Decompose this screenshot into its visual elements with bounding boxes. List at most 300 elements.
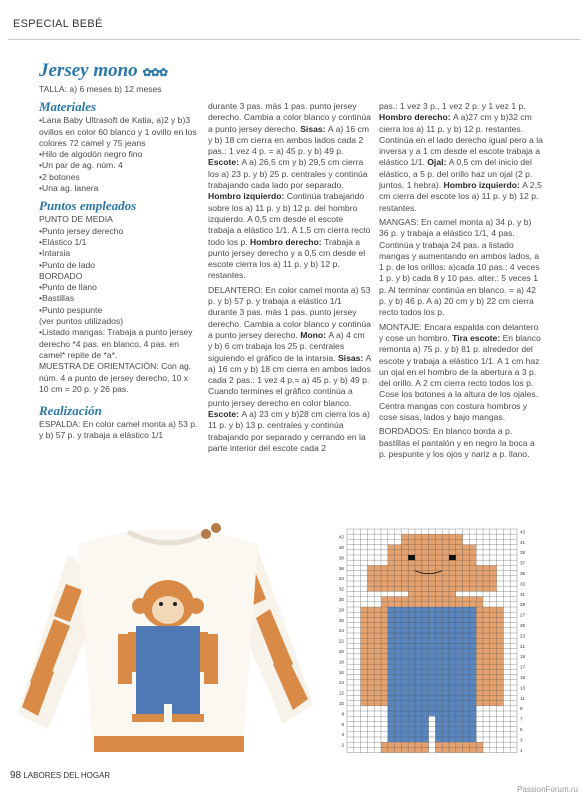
chart-cell [401, 576, 408, 581]
chart-cell [442, 617, 449, 622]
chart-cell [435, 550, 442, 555]
chart-cell [449, 623, 456, 628]
chart-cell [408, 565, 415, 570]
chart-row-label: 30 [338, 597, 344, 603]
chart-cell [476, 607, 483, 612]
chart-cell [395, 628, 402, 633]
chart-cell [401, 654, 408, 659]
chart-cell [497, 675, 504, 680]
chart-row-label: 14 [338, 680, 344, 686]
chart-cell [456, 680, 463, 685]
chart-cell [374, 612, 381, 617]
chart-row-label: 26 [338, 617, 344, 623]
run-text: A 0,5 cm del inicio del elástico, a 5 p. del orillo haz un ojal (2 p. juntos, 1 hebra). [379, 157, 533, 191]
chart-cell [476, 633, 483, 638]
chart-cell [469, 690, 476, 695]
chart-cell [429, 612, 436, 617]
chart-row-label: 8 [341, 711, 344, 717]
chart-cell [469, 659, 476, 664]
chart-cell [422, 727, 429, 732]
chart-cell [388, 623, 395, 628]
chart-cell [388, 602, 395, 607]
chart-cell [408, 732, 415, 737]
chart-cell [476, 669, 483, 674]
chart-cell [429, 664, 436, 669]
chart-cell [395, 623, 402, 628]
chart-cell [435, 597, 442, 602]
chart-cell [429, 623, 436, 628]
chart-cell [483, 612, 490, 617]
chart-cell [361, 628, 368, 633]
chart-cell [361, 633, 368, 638]
chart-cell [469, 581, 476, 586]
chart-cell [388, 659, 395, 664]
chart-cell [456, 638, 463, 643]
chart-cell [442, 623, 449, 628]
chart-cell [429, 576, 436, 581]
chart-cell [422, 716, 429, 721]
chart-cell [463, 586, 470, 591]
chart-cell [408, 695, 415, 700]
chart-cell [449, 695, 456, 700]
chart-cell [469, 649, 476, 654]
chart-eye [408, 555, 415, 560]
chart-cell [435, 638, 442, 643]
chart-cell [395, 721, 402, 726]
chart-cell [463, 571, 470, 576]
chart-cell [449, 607, 456, 612]
chart-cell [476, 690, 483, 695]
chart-row-label: 32 [338, 586, 344, 592]
chart-cell [497, 612, 504, 617]
chart-cell [469, 732, 476, 737]
chart-cell [367, 701, 374, 706]
chart-cell [401, 602, 408, 607]
chart-cell [422, 747, 429, 752]
chart-cell [395, 617, 402, 622]
chart-cell [408, 680, 415, 685]
chart-cell [463, 659, 470, 664]
sleeve-stripes: • Listado mangas: Trabaja a punto jersey derecho *4 pas. en blanco, 4 pas. en camel* repite de *a*. [39, 327, 199, 361]
run-bold: Hombro derecho: [250, 236, 325, 247]
chart-cell [456, 545, 463, 550]
chart-cell [415, 534, 422, 539]
chart-cell [422, 534, 429, 539]
chart-cell [469, 664, 476, 669]
chart-cell [415, 576, 422, 581]
chart-cell [374, 581, 381, 586]
chart-cell [429, 690, 436, 695]
emb-label: BORDADO [39, 270, 83, 281]
chart-cell [442, 643, 449, 648]
chart-cell [490, 685, 497, 690]
chart-cell [429, 555, 436, 560]
chart-cell [449, 659, 456, 664]
chart-cell [442, 638, 449, 643]
chart-cell [469, 633, 476, 638]
chart-cell [401, 555, 408, 560]
chart-cell [490, 581, 497, 586]
chart-cell [476, 643, 483, 648]
chart-cell [388, 633, 395, 638]
chart-cell [381, 669, 388, 674]
list-item: • Un par de ag. núm. 4 [39, 160, 199, 171]
chart-cell [388, 654, 395, 659]
chart-row-label: 24 [338, 628, 344, 634]
chart-cell [429, 560, 436, 565]
chart-cell [422, 654, 429, 659]
chart-cell [476, 586, 483, 591]
chart-cell [381, 607, 388, 612]
chart-cell [456, 659, 463, 664]
chart-cell [449, 560, 456, 565]
chart-cell [422, 576, 429, 581]
chart-cell [469, 727, 476, 732]
chart-cell [442, 550, 449, 555]
chart-cell [483, 685, 490, 690]
chart-cell [449, 685, 456, 690]
chart-cell [422, 586, 429, 591]
chart-cell [374, 669, 381, 674]
run-text: A a) 4 cm y b) 6 cm trabaja los 25 p. centrales siguiendo el gráfico de la intarsia. [208, 329, 365, 363]
chart-cell [395, 711, 402, 716]
chart-cell [429, 545, 436, 550]
chart-cell [429, 565, 436, 570]
chart-cell [415, 711, 422, 716]
chart-cell [442, 675, 449, 680]
chart-cell [435, 716, 442, 721]
chart-cell [415, 706, 422, 711]
chart-cell [388, 545, 395, 550]
chart-cell [442, 685, 449, 690]
chart-cell [476, 742, 483, 747]
flower-rating-icon: ✿✿✿ [142, 67, 168, 79]
chart-eye [449, 555, 456, 560]
chart-cell [422, 612, 429, 617]
chart-cell [395, 586, 402, 591]
chart-cell [490, 664, 497, 669]
chart-cell [374, 586, 381, 591]
chart-cell [469, 721, 476, 726]
chart-cell [388, 643, 395, 648]
chart-cell [449, 597, 456, 602]
chart-cell [442, 669, 449, 674]
chart-cell [490, 586, 497, 591]
run-bold: Escote: [208, 409, 242, 420]
page-footer [10, 770, 110, 781]
chart-cell [367, 659, 374, 664]
chart-cell [415, 747, 422, 752]
chart-cell [429, 628, 436, 633]
chart-cell [469, 711, 476, 716]
chart-row-label: 35 [520, 571, 526, 577]
run-bold: Ojal: [427, 157, 449, 168]
chart-cell [381, 597, 388, 602]
chart-cell [388, 638, 395, 643]
chart-cell [435, 732, 442, 737]
chart-cell [449, 747, 456, 752]
list-item: • Punto jersey derecho [39, 226, 199, 237]
chart-cell [381, 649, 388, 654]
chart-cell [463, 555, 470, 560]
chart-cell [442, 721, 449, 726]
chart-cell [415, 659, 422, 664]
chart-cell [381, 747, 388, 752]
chart-cell [401, 550, 408, 555]
chart-cell [490, 576, 497, 581]
chart-cell [422, 607, 429, 612]
chart-cell [442, 633, 449, 638]
chart-cell [476, 617, 483, 622]
chart-cell [408, 716, 415, 721]
list-item: • 2 botones [39, 172, 199, 183]
chart-cell [456, 649, 463, 654]
chart-cell [476, 597, 483, 602]
chart-cell [401, 633, 408, 638]
chart-cell [490, 628, 497, 633]
run-text: A a)27 cm y b)32 cm cierra los a) 11 p. y b) 12 p. restantes. Continúa en el lado derecho igual pero a la inversa y a 1 cm desde el escote trabaja a elástico 1/1. [379, 112, 543, 168]
chart-cell [395, 690, 402, 695]
chart-cell [401, 727, 408, 732]
chart-cell [483, 690, 490, 695]
chart-cell [442, 571, 449, 576]
chart-cell [483, 581, 490, 586]
chart-cell [408, 597, 415, 602]
chart-cell [422, 633, 429, 638]
chart-cell [367, 664, 374, 669]
chart-cell [361, 654, 368, 659]
chart-cell [401, 586, 408, 591]
chart-cell [476, 664, 483, 669]
chart-cell [401, 571, 408, 576]
chart-cell [456, 565, 463, 570]
chart-cell [388, 612, 395, 617]
chart-cell [422, 597, 429, 602]
chart-cell [388, 664, 395, 669]
chart-cell [361, 669, 368, 674]
chart-cell [361, 607, 368, 612]
chart-cell [429, 602, 436, 607]
chart-cell [463, 565, 470, 570]
chart-row-label: 19 [520, 654, 526, 660]
chart-cell [367, 576, 374, 581]
chart-cell [497, 617, 504, 622]
chart-cell [483, 623, 490, 628]
chart-cell [422, 664, 429, 669]
chart-cell [422, 737, 429, 742]
chart-cell [469, 675, 476, 680]
chart-cell [395, 737, 402, 742]
chart-cell [388, 711, 395, 716]
chart-cell [456, 675, 463, 680]
chart-cell [395, 571, 402, 576]
chart-cell [408, 690, 415, 695]
magazine-name: LABORES DEL HOGAR [23, 771, 111, 780]
chart-cell [442, 555, 449, 560]
chart-cell [367, 649, 374, 654]
chart-cell [435, 737, 442, 742]
chart-cell [408, 607, 415, 612]
chart-cell [490, 701, 497, 706]
list-item: • Elástico 1/1 [39, 237, 199, 248]
chart-cell [401, 617, 408, 622]
chart-cell [395, 675, 402, 680]
chart-cell [449, 664, 456, 669]
chart-cell [449, 581, 456, 586]
chart-cell [456, 633, 463, 638]
chart-cell [374, 701, 381, 706]
header-rule [8, 39, 580, 40]
hem-band [94, 736, 244, 752]
chart-row-label: 41 [520, 539, 526, 545]
watermark: PassionForum.ru [517, 785, 578, 794]
button-icon [201, 529, 211, 539]
chart-row-label: 23 [520, 633, 526, 639]
run-bold: Mono: [300, 329, 329, 340]
chart-cell [361, 617, 368, 622]
chart-cell [442, 612, 449, 617]
chart-cell [435, 633, 442, 638]
chart-cell [429, 586, 436, 591]
chart-cell [483, 576, 490, 581]
chart-cell [463, 612, 470, 617]
chart-cell [367, 680, 374, 685]
chart-cell [476, 680, 483, 685]
chart-cell [422, 742, 429, 747]
chart-cell [497, 695, 504, 700]
chart-cell [361, 664, 368, 669]
chart-cell [449, 576, 456, 581]
chart-cell [469, 680, 476, 685]
chart-row-label: 12 [338, 690, 344, 696]
chart-cell [490, 659, 497, 664]
chart-cell [408, 747, 415, 752]
chart-cell [435, 576, 442, 581]
chart-cell [456, 612, 463, 617]
chart-cell [367, 675, 374, 680]
column-2 [208, 101, 371, 454]
chart-cell [435, 612, 442, 617]
chart-cell [483, 565, 490, 570]
chart-cell [442, 565, 449, 570]
chart-cell [463, 607, 470, 612]
chart-cell [367, 669, 374, 674]
chart-cell [463, 675, 470, 680]
chart-cell [367, 571, 374, 576]
chart-cell [476, 581, 483, 586]
chart-cell [497, 664, 504, 669]
chart-cell [388, 695, 395, 700]
chart-cell [463, 581, 470, 586]
chart-cell [476, 659, 483, 664]
chart-cell [374, 628, 381, 633]
chart-cell [469, 737, 476, 742]
list-item: • Punto de lado [39, 260, 199, 271]
page-header [0, 0, 588, 46]
chart-cell [388, 732, 395, 737]
chart-cell [476, 747, 483, 752]
chart-cell [401, 747, 408, 752]
chart-row-label: 20 [338, 649, 344, 655]
chart-cell [476, 675, 483, 680]
chart-cell [469, 623, 476, 628]
chart-cell [415, 591, 422, 596]
chart-cell [395, 555, 402, 560]
chart-cell [367, 581, 374, 586]
chart-cell [388, 675, 395, 680]
chart-cell [408, 576, 415, 581]
chart-cell [469, 597, 476, 602]
chart-cell [361, 643, 368, 648]
chart-cell [408, 581, 415, 586]
run-text: DELANTERO: En color camel monta a) 53 p. y b) 57 p. y trabaja a elástico 1/1 durante 3 pas. más 1 pas. punto jersey derecho. Cambia a color blanco y continúa a punto jersey derecho. [208, 284, 371, 340]
chart-cell [449, 675, 456, 680]
chart-cell [449, 654, 456, 659]
chart-cell [456, 581, 463, 586]
chart-cell [361, 690, 368, 695]
chart-cell [442, 737, 449, 742]
chart-cell [388, 706, 395, 711]
chart-cell [463, 695, 470, 700]
chart-cell [422, 680, 429, 685]
chart-cell [490, 633, 497, 638]
chart-row-label: 10 [338, 701, 344, 707]
chart-cell [463, 560, 470, 565]
chart-cell [456, 737, 463, 742]
chart-cell [476, 623, 483, 628]
chart-cell [374, 571, 381, 576]
run-text: MONTAJE: Encara espalda con delantero y cose un hombro. [379, 321, 539, 343]
chart-cell [422, 638, 429, 643]
chart-cell [456, 597, 463, 602]
chart-cell [456, 602, 463, 607]
chart-cell [415, 716, 422, 721]
chart-cell [429, 591, 436, 596]
chart-row-label: 13 [520, 685, 526, 691]
chart-cell [449, 727, 456, 732]
chart-row-label: 9 [520, 706, 523, 712]
intarsia-chart [327, 526, 535, 764]
chart-cell [456, 534, 463, 539]
chart-cell [415, 742, 422, 747]
chart-cell [456, 539, 463, 544]
chart-cell [395, 612, 402, 617]
chart-cell [469, 612, 476, 617]
chart-cell [408, 669, 415, 674]
chart-cell [449, 690, 456, 695]
chart-cell [415, 550, 422, 555]
chart-cell [442, 706, 449, 711]
chart-cell [463, 649, 470, 654]
chart-cell [381, 664, 388, 669]
chart-cell [456, 571, 463, 576]
chart-cell [422, 539, 429, 544]
chart-cell [435, 623, 442, 628]
chart-row-label: 29 [520, 602, 526, 608]
chart-cell [422, 706, 429, 711]
chart-cell [442, 597, 449, 602]
chart-cell [456, 576, 463, 581]
chart-cell [395, 565, 402, 570]
chart-cell [490, 690, 497, 695]
chart-cell [469, 628, 476, 633]
chart-cell [381, 685, 388, 690]
chart-cell [476, 571, 483, 576]
chart-cell [449, 591, 456, 596]
chart-cell [449, 742, 456, 747]
chart-cell [408, 711, 415, 716]
chart-cell [463, 654, 470, 659]
